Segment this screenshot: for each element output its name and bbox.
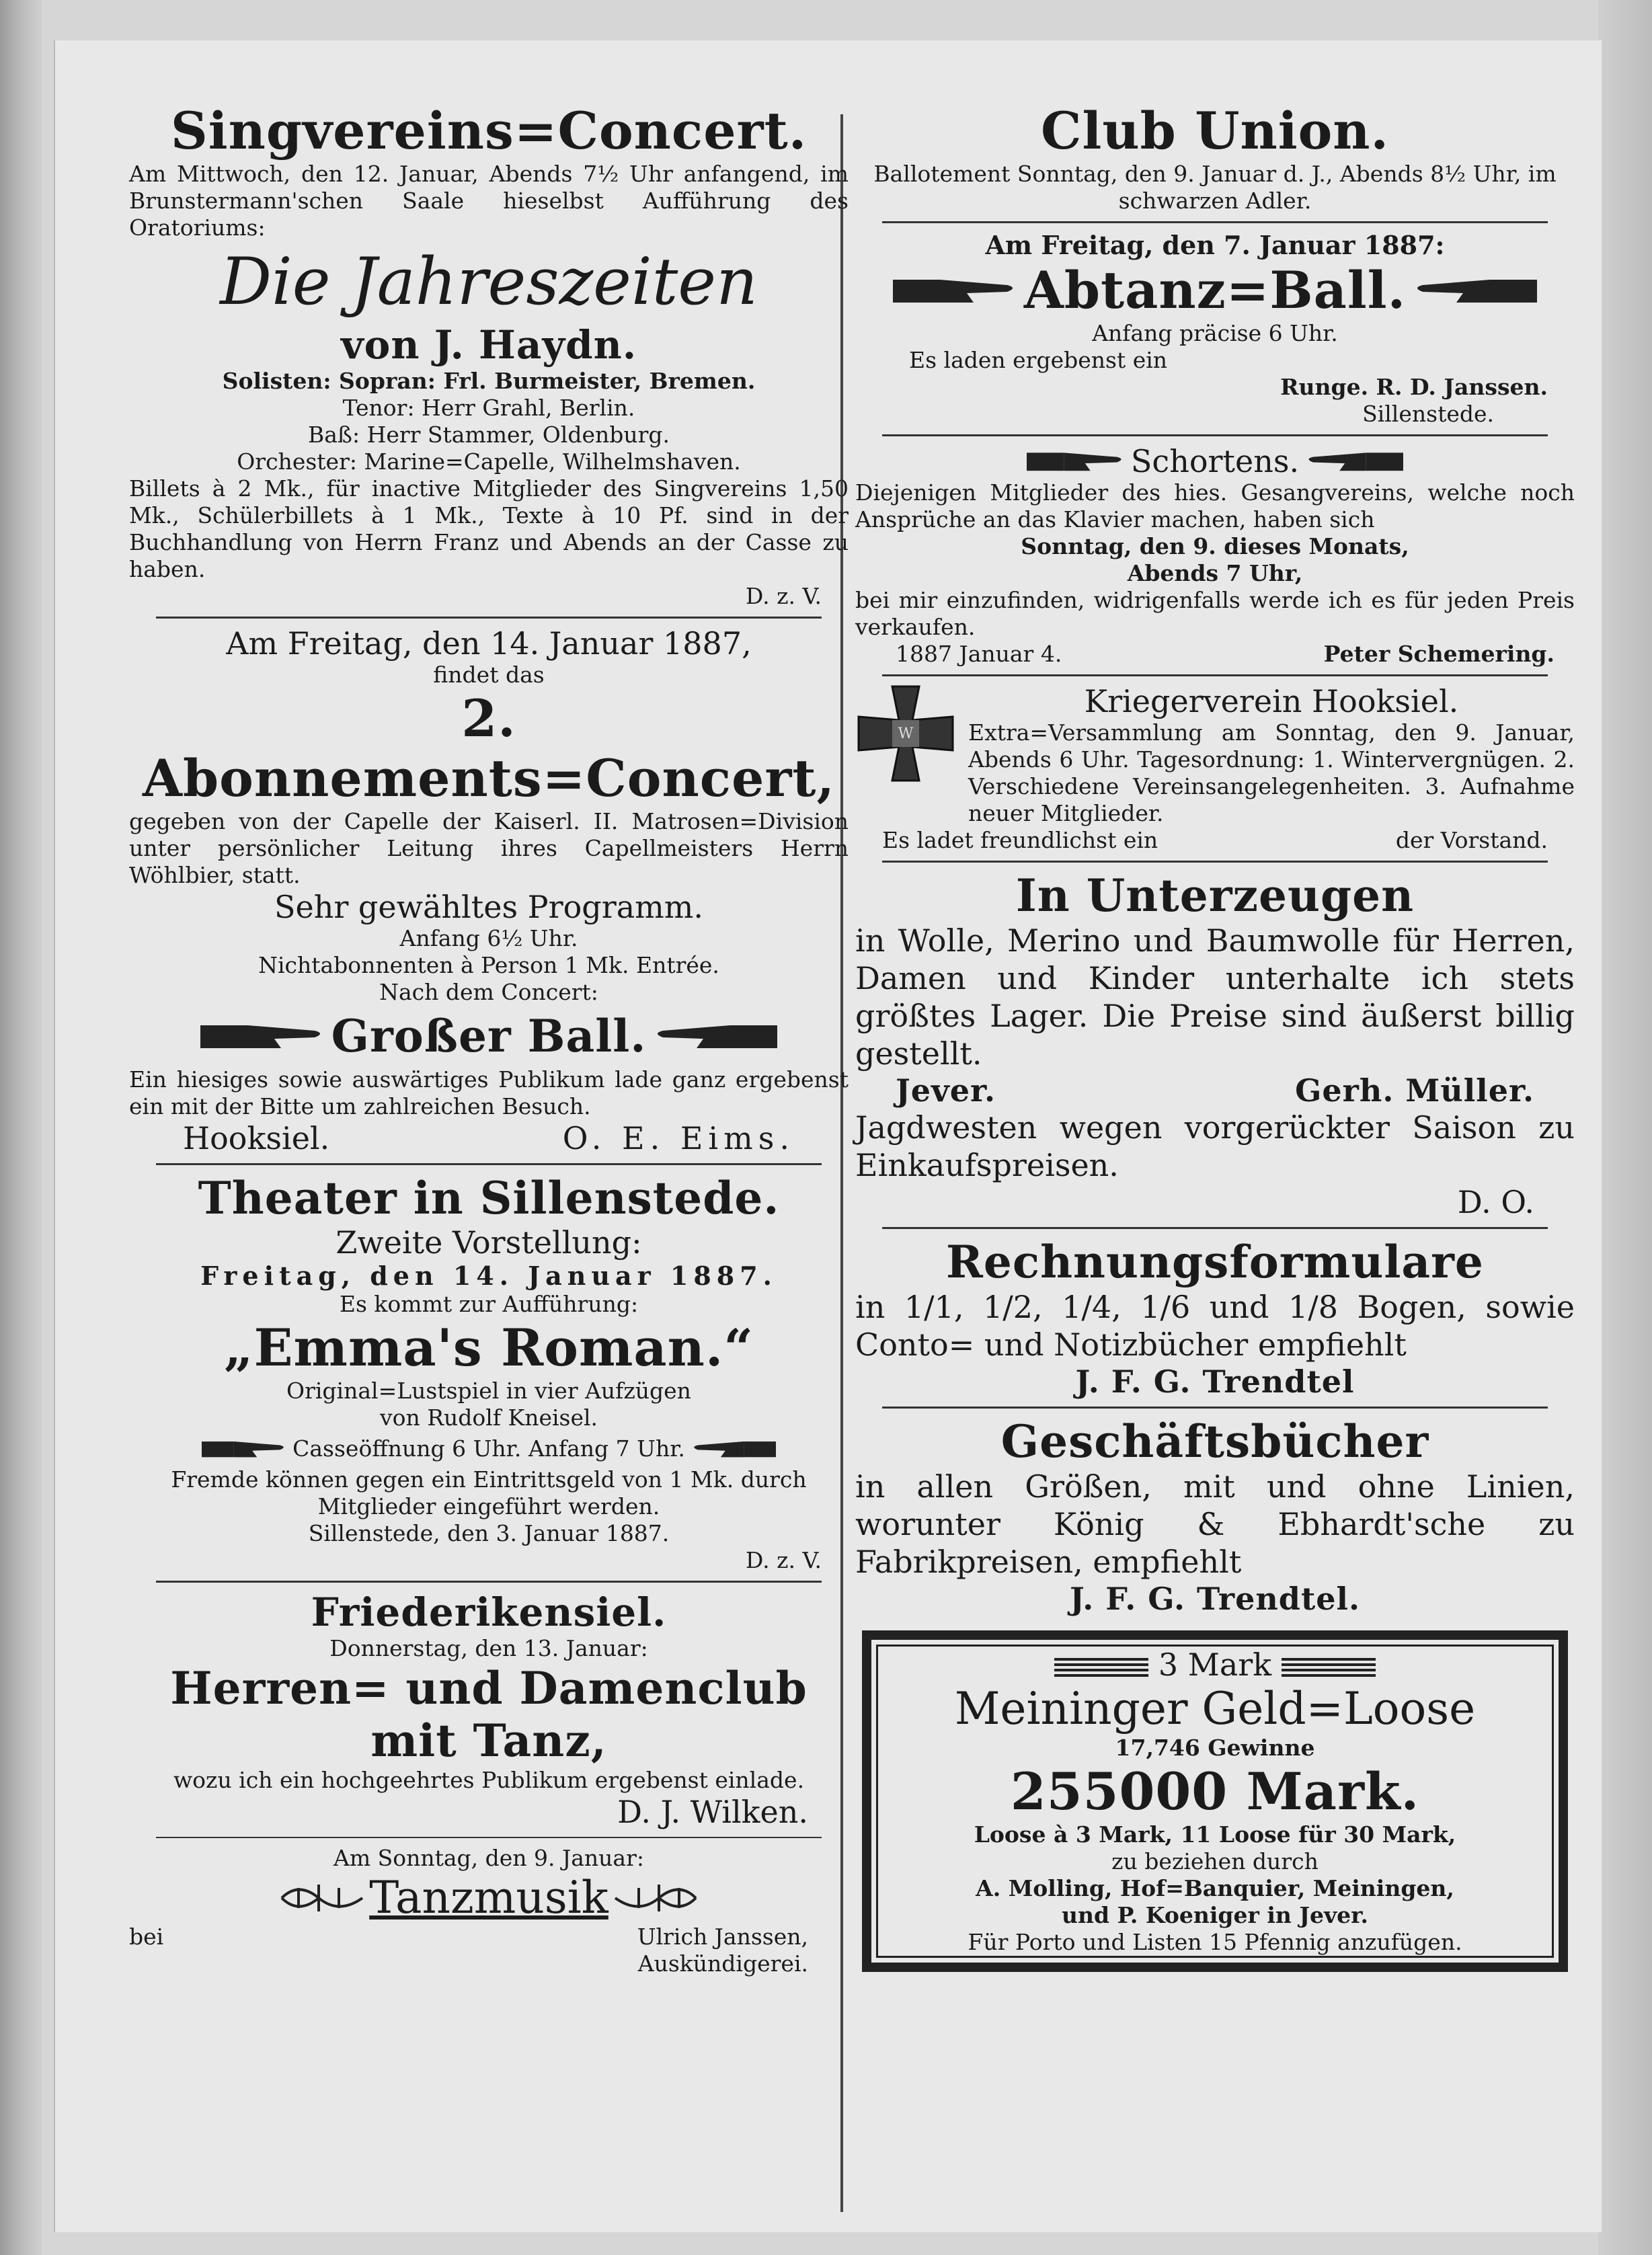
agent: A. Molling, Hof=Banquier, Meiningen,: [976, 1875, 1454, 1901]
decorative-stripes: [1054, 1658, 1148, 1677]
club-subtitle: mit Tanz,: [370, 1714, 607, 1767]
ad-unterzeug: [855, 869, 1575, 1220]
ad-geschaeft: [855, 1415, 1575, 1617]
soloists-line: Solisten: Sopran: Frl. Burmeister, Bremen.: [222, 368, 756, 394]
section-rule: [882, 221, 1548, 223]
ad-rechnung: [855, 1236, 1575, 1400]
ball-title: Abtanz=Ball.: [1023, 260, 1407, 320]
ad-tanzmusik: [129, 1845, 849, 1977]
ad-description: gegeben von der Capelle der Kaiserl. II. Matrosen=Division unter persönlicher Leitung ihres Capellmeisters Herrn Wöhlbier, statt.: [129, 808, 849, 888]
pointing-hand-left-icon: [689, 1434, 776, 1464]
ad-text: findet das: [433, 662, 545, 688]
postage-note: Für Porto und Listen 15 Pfennig anzufügen.: [968, 1929, 1462, 1955]
host: Ulrich Janssen,: [637, 1924, 808, 1950]
hosts: Runge. R. D. Janssen.: [1280, 374, 1548, 400]
meeting-date: Sonntag, den 9. dieses Monats,: [1021, 533, 1409, 559]
ad-text: in 1/1, 1/2, 1/4, 1/6 und 1/8 Bogen, sowie Conto= und Notizbücher empfiehlt: [855, 1289, 1575, 1363]
club-title: Herren= und Damenclub: [170, 1662, 808, 1714]
offer: Loose à 3 Mark, 11 Loose für 30 Mark,: [974, 1821, 1456, 1848]
program-line: Sehr gewähltes Programm.: [274, 889, 704, 925]
ad-title: Singvereins=Concert.: [170, 101, 808, 161]
ad-intro: Am Mittwoch, den 12. Januar, Abends 7½ Uhr anfangend, im Brunstermann'schen Saale hieselbst Aufführung des Oratoriums:: [129, 161, 849, 241]
ad-text: Diejenigen Mitglieder des hies. Gesangvereins, welche noch Ansprüche an das Klavier machen, haben sich: [855, 479, 1575, 532]
soloists-line: Tenor: Herr Grahl, Berlin.: [342, 395, 635, 421]
ad-text: zu beziehen durch: [1111, 1848, 1319, 1874]
ad-title: 2. Abonnements=Concert,: [143, 688, 835, 808]
invitation: Es ladet freundlichst ein: [882, 827, 1158, 853]
ad-abonnement: [129, 625, 849, 1156]
guest-info: Fremde können gegen ein Eintrittsgeld von 1 Mk. durch Mitglieder eingeführt werden.: [171, 1466, 807, 1519]
ticket-info: Billets à 2 Mk., für inactive Mitglieder des Singvereins 1,50 Mk., Schülerbillets à 1 Mk., Texte à 10 Pf. sind in der Buchhandlung von Herrn Franz und Abends an der Casse zu haben.: [129, 475, 849, 582]
host: O. E. Eims.: [562, 1120, 795, 1156]
prize-count: 17,746 Gewinne: [1115, 1735, 1315, 1761]
code: D. O.: [1457, 1184, 1534, 1220]
orchestra-line: Orchester: Marine=Capelle, Wilhelmshaven.: [237, 448, 741, 475]
signature: D. z. V.: [745, 583, 822, 609]
merchant: J. F. G. Trendtel: [1075, 1363, 1355, 1400]
pointing-hand-left-icon: [1302, 444, 1403, 478]
section-rule: [156, 1581, 822, 1583]
pointing-hand-right-icon: [893, 270, 1021, 311]
signature: der Vorstand.: [1395, 827, 1548, 853]
invitation: Ein hiesiges sowie auswärtiges Publikum lade ganz ergebenst ein mit der Bitte um zahlreichen Besuch.: [129, 1066, 849, 1119]
start-time: Anfang 6½ Uhr.: [399, 925, 578, 951]
tanzmusik-title: Tanzmusik: [369, 1872, 608, 1924]
agent: und P. Koeniger in Jever.: [1062, 1902, 1368, 1928]
signature: Peter Schemering.: [1323, 641, 1555, 667]
ad-kriegerverein: [855, 683, 1575, 854]
pointing-hand-right-icon: [200, 1016, 328, 1056]
section-rule: [882, 434, 1548, 436]
ornament-left-icon: [278, 1878, 366, 1918]
play-genre: Original=Lustspiel in vier Aufzügen: [286, 1378, 691, 1404]
merchant: J. F. G. Trendtel.: [1070, 1581, 1360, 1617]
section-rule: [156, 1163, 822, 1165]
section-rule: [882, 861, 1548, 863]
event-date: Freitag, den 14. Januar 1887.: [200, 1261, 777, 1291]
invitation: Es laden ergebenst ein: [909, 347, 1168, 373]
ornament-right-icon: [612, 1878, 699, 1918]
ad-text: in allen Größen, mit und ohne Linien, worunter König & Ebhardt'sche zu Fabrikpreisen, empfiehlt: [855, 1468, 1575, 1580]
ad-text: bei: [129, 1924, 164, 1950]
play-title: „Emma's Roman.“: [223, 1318, 754, 1378]
merchant: Gerh. Müller.: [1295, 1072, 1534, 1109]
pointing-hand-right-icon: [1027, 444, 1128, 478]
price: 3 Mark: [1158, 1647, 1272, 1683]
ad-schortens: [855, 443, 1575, 668]
pointing-hand-left-icon: [1409, 270, 1537, 311]
ad-singverein: [129, 101, 849, 610]
section-rule: [882, 1227, 1548, 1229]
ad-text: in Wolle, Merino und Baumwolle für Herren, Damen und Kinder unterhalte ich stets größtes Lager. Die Preise sind äußerst billig gestellt.: [855, 922, 1575, 1072]
performance-number: Zweite Vorstellung:: [336, 1224, 642, 1261]
ad-title: Rechnungsformulare: [946, 1236, 1484, 1288]
ad-title: Schortens.: [1130, 443, 1300, 479]
ad-text: Extra=Versammlung am Sonntag, den 9. Januar, Abends 6 Uhr. Tagesordnung: 1. Wintervergnügen. 2. Verschiedene Vereinsangelegenheiten. 3. Aufnahme neuer Mitglieder.: [968, 719, 1575, 826]
signature: D. z. V.: [745, 1547, 822, 1573]
dateline: 1887 Januar 4.: [896, 641, 1062, 667]
iron-cross-icon: [855, 683, 956, 784]
section-rule: [882, 674, 1548, 676]
right-column: [855, 101, 1575, 1985]
pointing-hand-left-icon: [650, 1016, 777, 1056]
place: Jever.: [896, 1072, 996, 1109]
ad-text: Ballotement Sonntag, den 9. Januar d. J., Abends 8½ Uhr, im schwarzen Adler.: [873, 161, 1557, 214]
ad-text: Nach dem Concert:: [379, 979, 598, 1005]
event-date: Am Sonntag, den 9. Januar:: [333, 1845, 644, 1871]
place: Hooksiel.: [183, 1120, 330, 1156]
ad-text: Es kommt zur Aufführung:: [339, 1291, 639, 1317]
ad-title: Friederikensiel.: [311, 1589, 667, 1635]
place: Sillenstede.: [1362, 401, 1494, 427]
ad-lotterie: [862, 1630, 1568, 1972]
host-role: Auskündigerei.: [637, 1950, 808, 1977]
invitation: wozu ich ein hochgeehrtes Publikum ergebenst einlade.: [173, 1767, 805, 1793]
ad-abtanz: [855, 230, 1575, 428]
ad-friederikensiel: [129, 1589, 849, 1830]
event-date: Am Freitag, den 7. Januar 1887:: [985, 230, 1445, 260]
meeting-time: Abends 7 Uhr,: [1127, 560, 1303, 586]
ad-club-union: [855, 101, 1575, 214]
svg-text:W: W: [898, 725, 914, 742]
event-date: Donnerstag, den 13. Januar:: [329, 1635, 648, 1661]
host: D. J. Wilken.: [617, 1794, 808, 1830]
ad-title: Meininger Geld=Loose: [954, 1683, 1476, 1735]
ad-title: Geschäftsbücher: [1000, 1415, 1429, 1468]
ad-title: Kriegerverein Hooksiel.: [1084, 683, 1459, 719]
times: Casseöffnung 6 Uhr. Anfang 7 Uhr.: [292, 1435, 685, 1462]
ad-title: Club Union.: [1040, 101, 1390, 161]
pointing-hand-right-icon: [202, 1434, 289, 1464]
jackpot: 255000 Mark.: [1010, 1762, 1420, 1821]
decorative-stripes: [1282, 1658, 1376, 1677]
ad-theater: [129, 1172, 849, 1574]
soloists-line: Baß: Herr Stammer, Oldenburg.: [308, 422, 670, 448]
newspaper-page: [54, 40, 1602, 2232]
dateline: Sillenstede, den 3. Januar 1887.: [308, 1520, 670, 1546]
ad-title: Theater in Sillenstede.: [198, 1172, 780, 1224]
section-rule: [156, 617, 822, 619]
scan-binding-edge: [0, 0, 42, 2255]
ad-text: bei mir einzufinden, widrigenfalls werde ich es für jeden Preis verkaufen.: [855, 587, 1575, 640]
start-time: Anfang präcise 6 Uhr.: [1092, 320, 1338, 346]
section-rule: [156, 1837, 822, 1838]
entry-price: Nichtabonnenten à Person 1 Mk. Entrée.: [258, 952, 719, 978]
event-date: Am Freitag, den 14. Januar 1887,: [226, 625, 752, 662]
ball-title: Großer Ball.: [331, 1010, 647, 1062]
composer: von J. Haydn.: [340, 322, 637, 368]
work-title: Die Jahreszeiten: [220, 244, 758, 319]
left-column: [129, 101, 849, 1981]
ad-title: In Unterzeugen: [1015, 869, 1415, 922]
play-author: von Rudolf Kneisel.: [379, 1405, 598, 1431]
section-rule: [882, 1407, 1548, 1409]
scan-right-edge: [1598, 0, 1652, 2255]
ad-text: Jagdwesten wegen vorgerückter Saison zu Einkaufspreisen.: [855, 1109, 1575, 1183]
